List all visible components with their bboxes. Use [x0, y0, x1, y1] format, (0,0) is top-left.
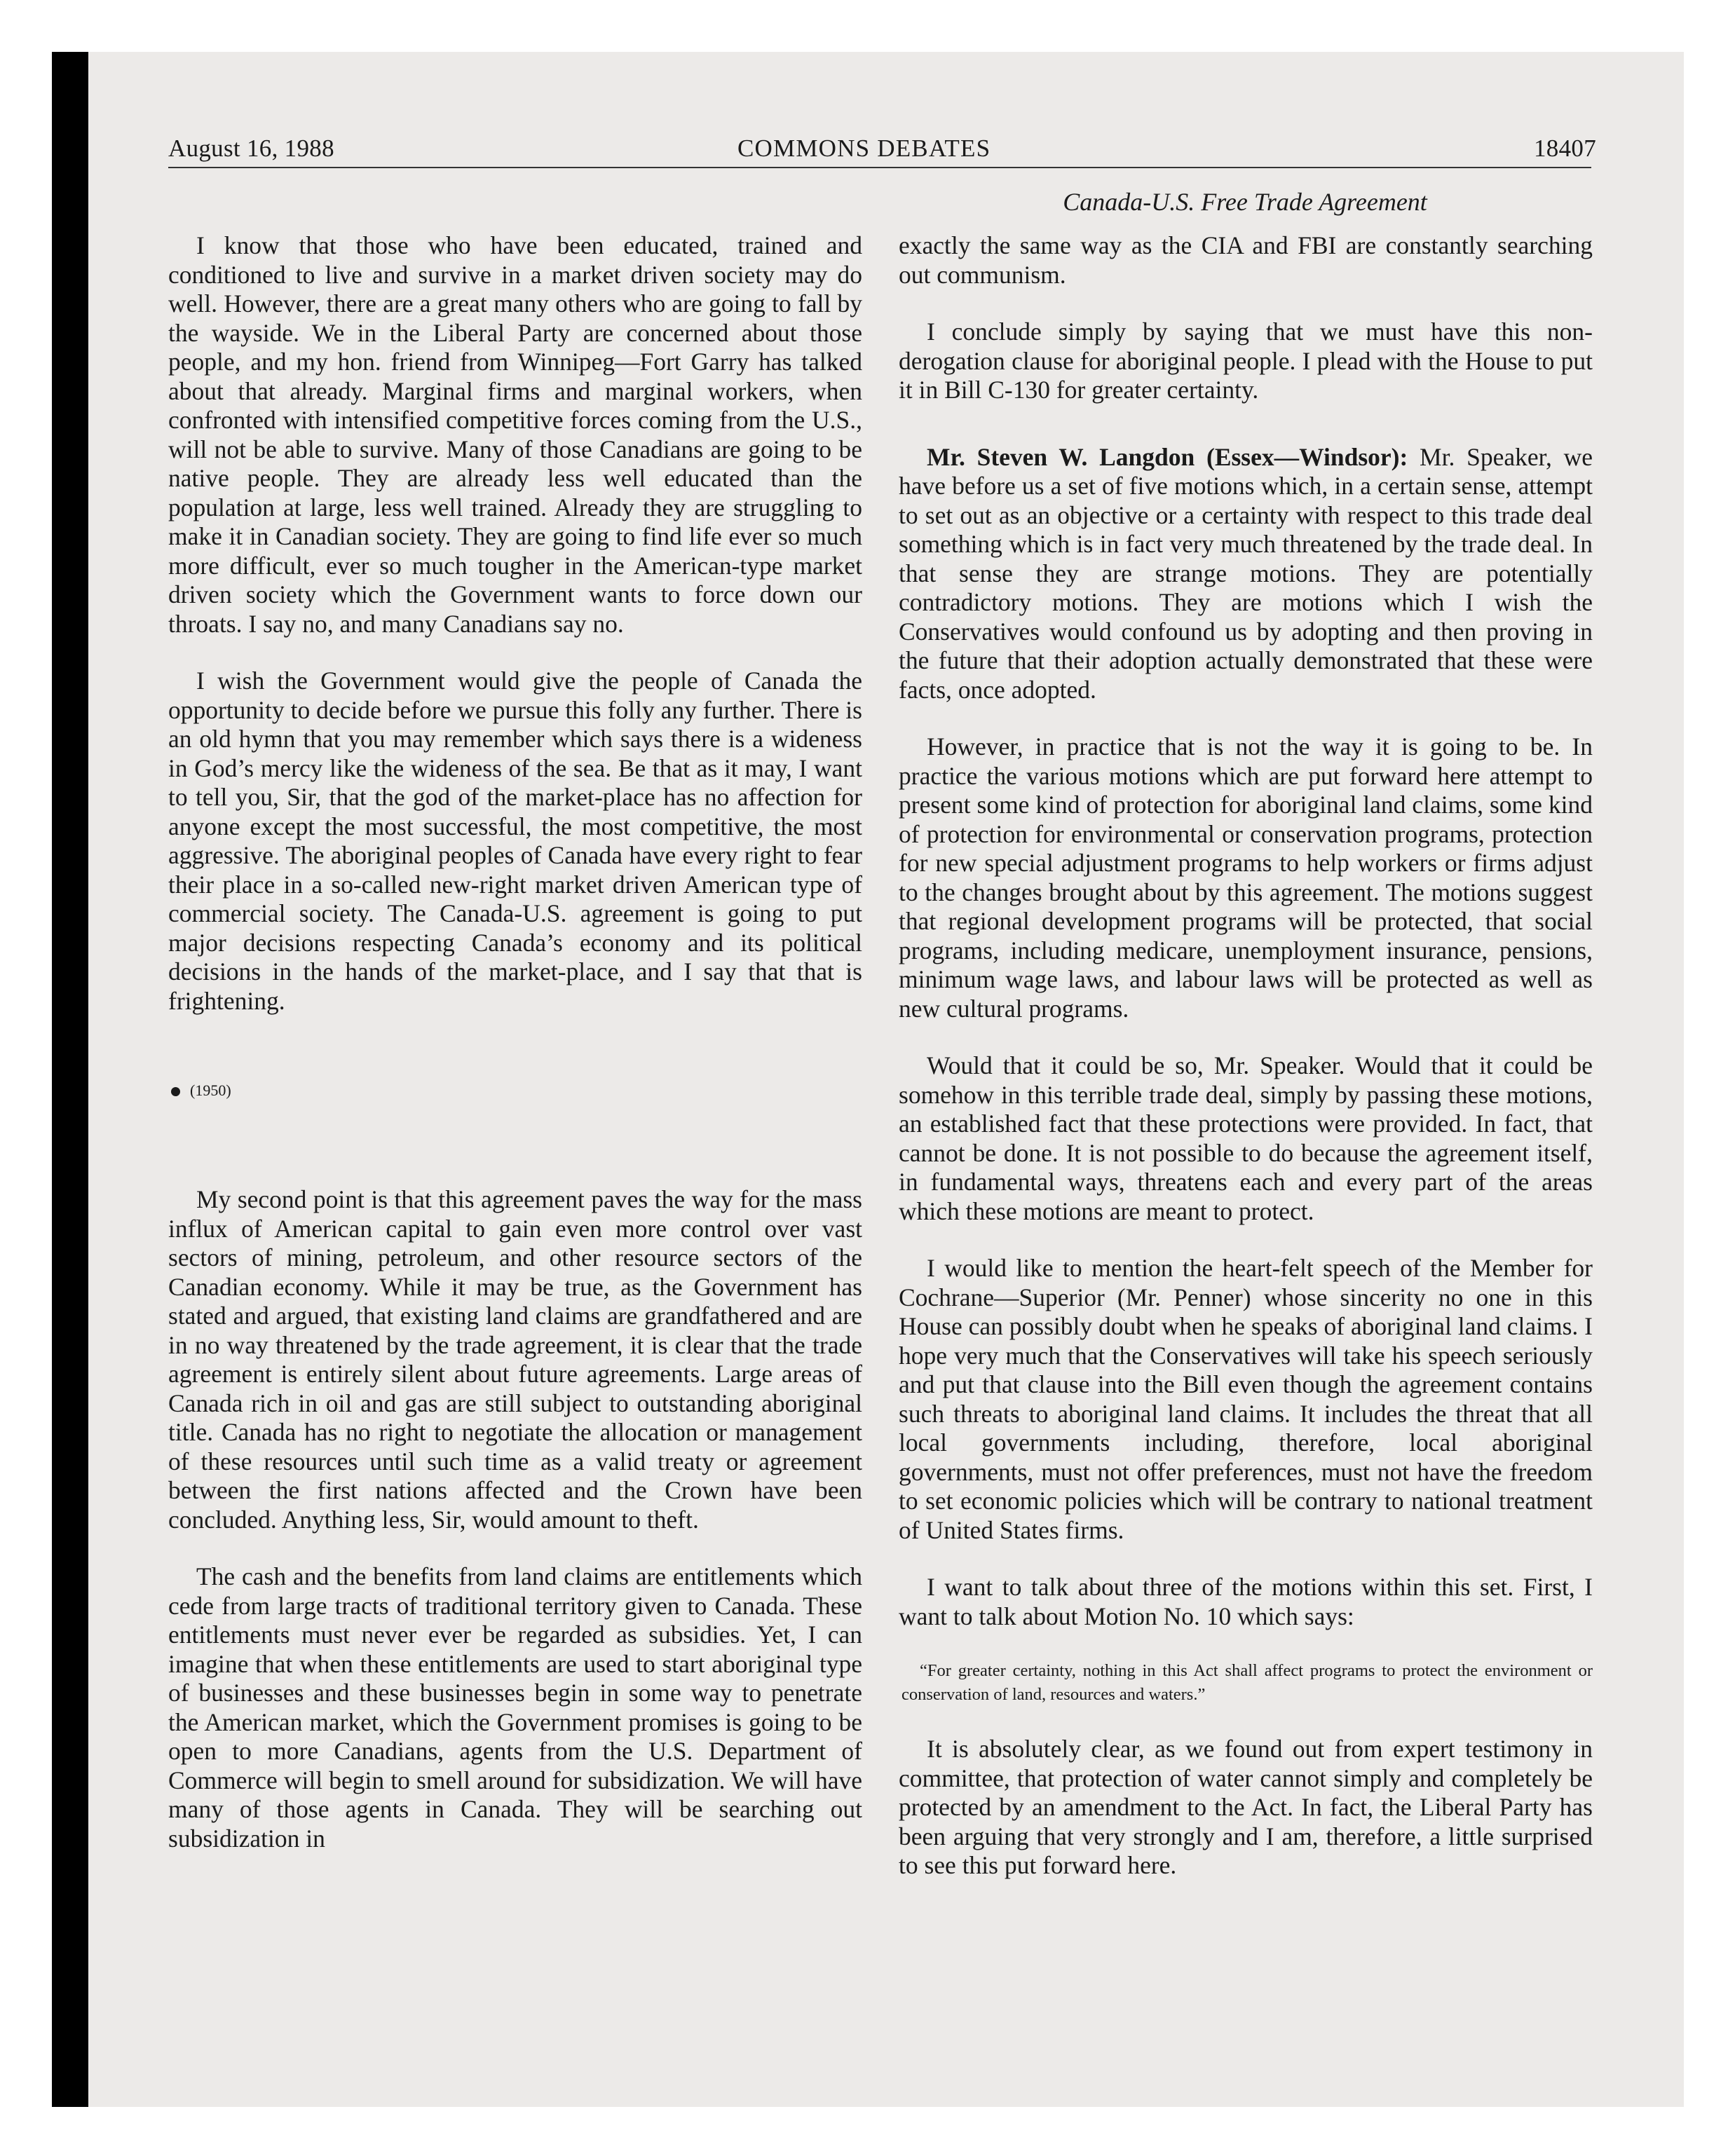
- paragraph: I conclude simply by saying that we must have this non-derogation clause for aboriginal people. I plead with the House to put it in Bill C-130 for greater certainty.: [899, 318, 1593, 404]
- paragraph: I wish the Government would give the people of Canada the opportunity to decide before we pursue this folly any further. There is an old hymn that you may remember which says there is a wideness in God’s mercy like the wideness of the sea. Be that as it may, I want to tell you, Sir, that the god of the market-place has no affection for anyone except the most successful, the most competitive, the most aggressive. The aboriginal peoples of Canada have every right to fear their place in a so-called new-right market driven American type of commercial society. The Canada-U.S. agreement is going to put major decisions respecting Canada’s economy and its political decisions in the hands of the market-place, and I say that that is frightening.: [168, 667, 862, 1015]
- right-column: [899, 231, 1593, 1909]
- binding-edge-shadow: [52, 52, 88, 2107]
- running-title: Canada-U.S. Free Trade Agreement: [1063, 188, 1427, 216]
- paragraph: I know that those who have been educated, trained and conditioned to live and survive in a market driven society may do well. However, there are a great many others who are going to fall by the wayside. We in the Liberal Party are concerned about those people, and my hon. friend from Winnipeg—Fort Garry has talked about that already. Marginal firms and marginal workers, when confronted with intensified competitive forces coming from the U.S., will not be able to survive. Many of those Canadians are going to be native people. They are already less well educated than the population at large, less well trained. Already they are struggling to make it in Canadian society. They are going to find life ever so much more difficult, ever so much tougher in the American-type market driven society which the Government wants to force down our throats. I say no, and many Canadians say no.: [168, 231, 862, 638]
- paragraph: I would like to mention the heart-felt speech of the Member for Cochrane—Superior (Mr. Penner) whose sincerity no one in this House can possibly doubt when he speaks of aboriginal land claims. I hope very much that the Conservatives will take his speech seriously and put that clause into the Bill even though the agreement contains such threats to aboriginal land claims. It includes the threat that all local governments including, therefore, local aboriginal governments, must not offer preferences, must not have the freedom to set economic policies which will be contrary to national treatment of United States firms.: [899, 1254, 1593, 1544]
- timestamp-marker: [168, 1080, 862, 1101]
- speech-paragraph: [899, 443, 1593, 705]
- paragraph: My second point is that this agreement paves the way for the mass influx of American capital to gain even more control over vast sectors of mining, petroleum, and other resource sectors of the Canadian economy. While it may be true, as the Government has stated and argued, that existing land claims are grandfathered and are in no way threatened by the trade agreement, it is clear that the trade agreement is entirely silent about future agreements. Large areas of Canada rich in oil and gas are still subject to outstanding aboriginal title. Canada has no right to negotiate the allocation or management of these resources until such time as a valid treaty or agreement between the first nations affected and the Crown have been concluded. Anything less, Sir, would amount to theft.: [168, 1185, 862, 1534]
- bullet-icon: [171, 1087, 180, 1096]
- header-rule: [168, 167, 1591, 168]
- paragraph: Would that it could be so, Mr. Speaker. Would that it could be somehow in this terrible trade deal, simply by passing these motions, an established fact that these protections were provided. In fact, that cannot be done. It is not possible to do because the agreement itself, in fundamental ways, threatens each and every part of the areas which these motions are meant to protect.: [899, 1051, 1593, 1225]
- header-page-number: 18407: [1534, 135, 1596, 162]
- paragraph-continuation: exactly the same way as the CIA and FBI are constantly searching out communism.: [899, 231, 1593, 289]
- paragraph: The cash and the benefits from land claims are entitlements which cede from large tracts of traditional territory given to Canada. These entitlements must never ever be regarded as subsidies. Yet, I can imagine that when these entitlements are used to start aboriginal type of businesses and these businesses begin in some way to penetrate the American market, which the Government promises is going to be open to more Canadians, agents from the U.S. Department of Commerce will begin to smell around for subsidization. We will have many of those agents in Canada. They will be searching out subsidization in: [168, 1562, 862, 1853]
- header-publication: COMMONS DEBATES: [737, 135, 991, 162]
- paragraph: It is absolutely clear, as we found out from expert testimony in committee, that protection of water cannot simply and completely be protected by an amendment to the Act. In fact, the Liberal Party has been arguing that very strongly and I am, therefore, a little surprised to see this put forward here.: [899, 1735, 1593, 1879]
- timestamp-text: (1950): [190, 1082, 231, 1099]
- speech-text: Mr. Speaker, we have before us a set of five motions which, in a certain sense, attempt to set out as an objective or a certainty with respect to this trade deal something which is in fact very much threatened by the trade deal. In that sense they are strange motions. They are potentially contradictory motions. They are motions which I wish the Conservatives would confound us by adopting and then proving in the future that their adoption actually demonstrated that these were facts, once adopted.: [899, 442, 1593, 704]
- left-column: [168, 231, 862, 1881]
- paragraph: I want to talk about three of the motions within this set. First, I want to talk about Motion No. 10 which says:: [899, 1573, 1593, 1630]
- block-quote: “For greater certainty, nothing in this Act shall affect programs to protect the environment or conservation of land, resources and waters.”: [901, 1661, 1593, 1704]
- paragraph: However, in practice that is not the way it is going to be. In practice the various motions which are put forward here attempt to present some kind of protection for aboriginal land claims, some kind of protection for environmental or conservation programs, protection for new special adjustment programs to help workers or firms adjust to the changes brought about by this agreement. The motions suggest that regional development programs will be protected, that social programs, including medicare, unemployment insurance, pensions, minimum wage laws, and labour laws will be protected as well as new cultural programs.: [899, 732, 1593, 1023]
- header-date: August 16, 1988: [168, 135, 334, 162]
- speaker-name: Mr. Steven W. Langdon (Essex—Windsor):: [927, 442, 1408, 471]
